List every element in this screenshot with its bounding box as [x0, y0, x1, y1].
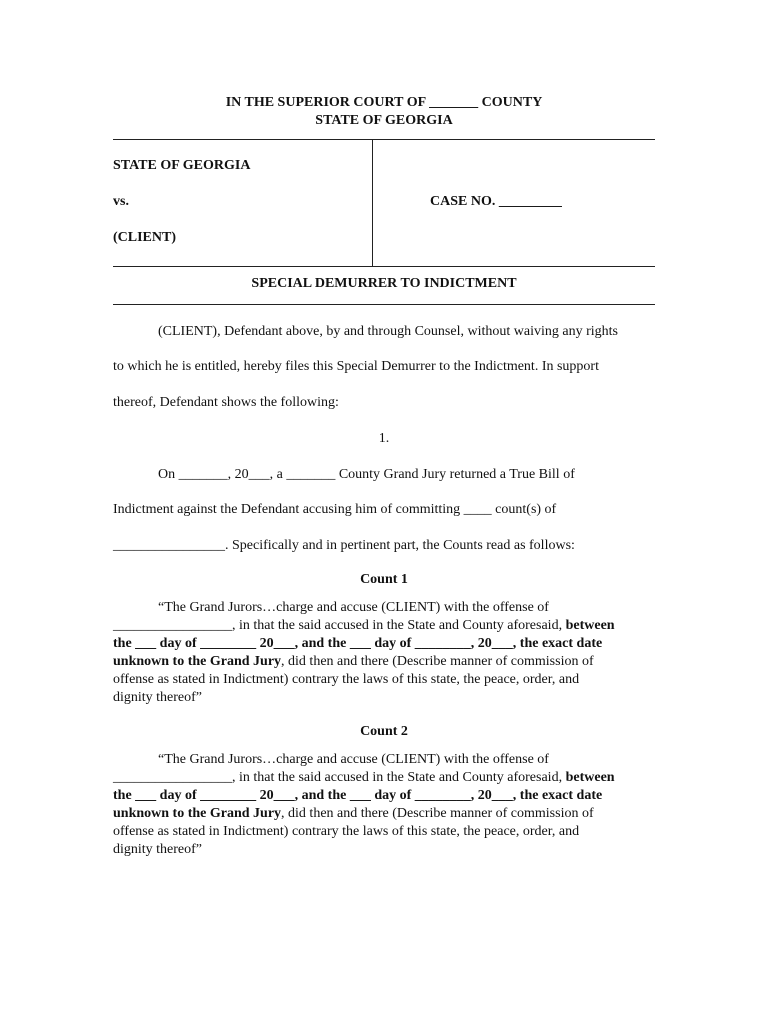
quote-bold-text: between [565, 770, 615, 785]
caption-divider [372, 139, 373, 266]
quote-line [113, 805, 658, 823]
quote-text: _________________, in that the said accused in the State and County aforesaid, [113, 618, 566, 633]
quote-bold-text: unknown to the Grand Jury [113, 806, 282, 821]
quote-text: _________________, in that the said accused in the State and County aforesaid, [113, 770, 566, 785]
title-bottom-rule [113, 304, 655, 305]
intro-line: (CLIENT), Defendant above, by and through Counsel, without waiving any rights [158, 324, 618, 339]
quote-line: “The Grand Jurors…charge and accuse (CLIENT) with the offense of [158, 752, 549, 767]
paragraph-line: ________________. Specifically and in pertinent part, the Counts read as follows: [113, 538, 575, 553]
quote-line: the ___ day of ________ 20___, and the ___ day of ________, 20___, the exact date [113, 636, 603, 651]
paragraph-line: Indictment against the Defendant accusing him of committing ____ count(s) of [113, 502, 557, 517]
quote-line: dignity thereof” [113, 690, 203, 705]
intro-line: thereof, Defendant shows the following: [113, 395, 339, 410]
quote-text: , did then and there (Describe manner of commission of [281, 806, 594, 821]
caption-bottom-rule [113, 266, 655, 267]
quote-line: “The Grand Jurors…charge and accuse (CLIENT) with the offense of [158, 600, 549, 615]
paragraph-line: On _______, 20___, a _______ County Grand Jury returned a True Bill of [158, 467, 575, 482]
quote-bold-text: unknown to the Grand Jury [113, 654, 282, 669]
court-header [113, 94, 655, 130]
count-heading: Count 1 [360, 572, 408, 587]
quote-line [113, 653, 658, 671]
intro-line: to which he is entitled, hereby files this Special Demurrer to the Indictment. In support [113, 359, 599, 374]
quote-line: the ___ day of ________ 20___, and the ___ day of ________, 20___, the exact date [113, 788, 603, 803]
caption-plaintiff: STATE OF GEORGIA [113, 158, 251, 173]
quote-bold-text: between [565, 618, 615, 633]
quote-line: offense as stated in Indictment) contrary the laws of this state, the peace, order, and [113, 672, 580, 687]
quote-line [113, 617, 658, 635]
document-title: SPECIAL DEMURRER TO INDICTMENT [251, 276, 517, 291]
quote-text: , did then and there (Describe manner of commission of [281, 654, 594, 669]
court-state: STATE OF GEORGIA [315, 113, 453, 128]
count-quote [113, 751, 658, 859]
quote-line: dignity thereof” [113, 842, 203, 857]
caption-versus: vs. [113, 194, 129, 209]
caption-defendant: (CLIENT) [113, 230, 177, 245]
caption-top-rule [113, 139, 655, 140]
quote-line [113, 769, 658, 787]
case-number: CASE NO. _________ [430, 194, 562, 209]
quote-line: offense as stated in Indictment) contrary the laws of this state, the peace, order, and [113, 824, 580, 839]
paragraph-number: 1. [378, 431, 390, 446]
count-heading: Count 2 [360, 724, 408, 739]
count-quote [113, 599, 658, 707]
court-name: IN THE SUPERIOR COURT OF _______ COUNTY [225, 95, 543, 110]
